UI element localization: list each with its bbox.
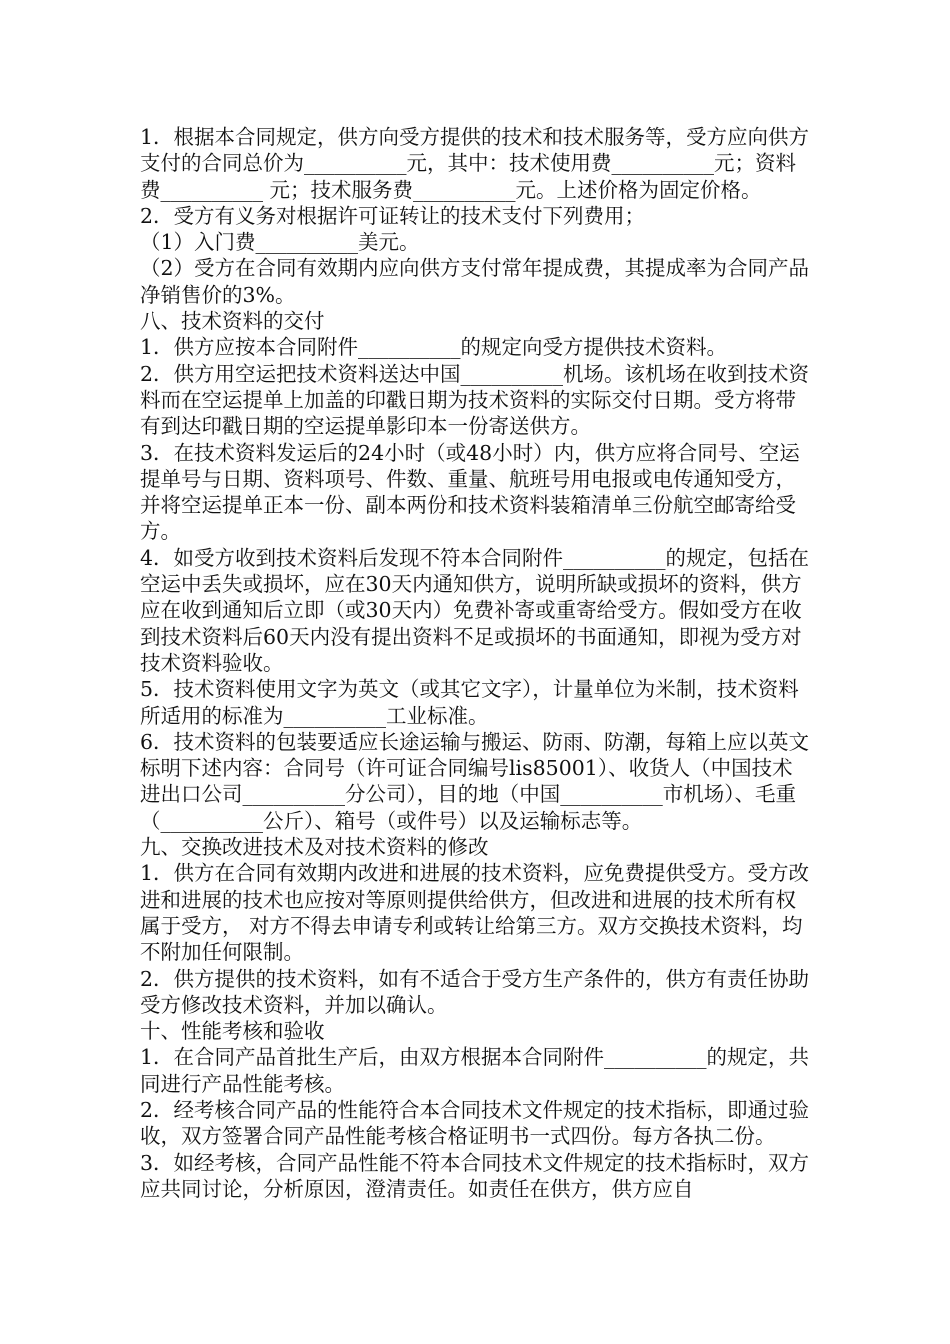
clause-entry-fee: （1）入门费__________美元。 — [140, 230, 420, 255]
clause-test-failure: 3．如经考核，合同产品性能不符本合同技术文件规定的技术指标时，双方应共同讨论，分析原因，澄清责任。如责任在供方，供方应自 — [140, 1150, 810, 1201]
clause-performance-test: 1．在合同产品首批生产后，由双方根据本合同附件__________的规定，共同进行产品性能考核。 — [140, 1045, 810, 1096]
clause-improvement-exchange: 1．供方在合同有效期内改进和进展的技术资料，应免费提供受方。受方改进和进展的技术也应按对等原则提供给供方，但改进和进展的技术所有权属于受方， 对方不得去申请专利或转让给第三方。双方交换技术资料，均不附加任何限制。 — [140, 861, 810, 965]
document-body — [140, 124, 812, 1202]
clause-acceptance-certificate: 2．经考核合同产品的性能符合本合同技术文件规定的技术指标，即通过验收，双方签署合同产品性能考核合格证明书一式四份。每方各执二份。 — [140, 1097, 810, 1149]
section-heading-delivery: 八、技术资料的交付 — [140, 309, 325, 334]
clause-price-total: 1．根据本合同规定，供方向受方提供的技术和技术服务等，受方应向供方支付的合同总价为__________元，其中：技术使用费__________元；资料费__________ 元；技术服务费__________元。上述价格为固定价格。 — [140, 125, 810, 202]
clause-document-modification: 2．供方提供的技术资料，如有不适合于受方生产条件的，供方有责任协助受方修改技术资料，并加以确认。 — [140, 966, 810, 1017]
clause-delivery-annex: 1．供方应按本合同附件__________的规定向受方提供技术资料。 — [140, 335, 728, 360]
section-heading-acceptance: 十、性能考核和验收 — [140, 1019, 325, 1044]
clause-packaging: 6．技术资料的包装要适应长途运输与搬运、防雨、防潮，每箱上应以英文标明下述内容：合同号（许可证合同编号lis85001）、收货人（中国技术进出口公司__________分公司），目的地（中国__________市机场）、毛重（__________公斤）、箱号（或件号）以及运输标志等。 — [140, 729, 810, 833]
clause-fee-obligation: 2．受方有义务对根据许可证转让的技术支付下列费用； — [140, 203, 646, 228]
section-heading-improvements: 九、交换改进技术及对技术资料的修改 — [140, 835, 489, 860]
clause-language-units: 5．技术资料使用文字为英文（或其它文字），计量单位为米制，技术资料所适用的标准为__________工业标准。 — [140, 677, 799, 728]
clause-royalty: （2）受方在合同有效期内应向供方支付常年提成费，其提成率为合同产品净销售价的3%。 — [140, 256, 810, 307]
clause-shipment-notice: 3．在技术资料发运后的24小时（或48小时）内，供方应将合同号、空运提单号与日期、资料项号、件数、重量、航班号用电报或电传通知受方，并将空运提单正本一份、副本两份和技术资料装箱清单三份航空邮寄给受方。 — [140, 440, 800, 544]
clause-missing-documents: 4．如受方收到技术资料后发现不符本合同附件__________的规定，包括在空运中丢失或损坏，应在30天内通知供方，说明所缺或损坏的资料，供方应在收到通知后立即（或30天内）免费补寄或重寄给受方。假如受方在收到技术资料后60天内没有提出资料不足或损坏的书面通知，即视为受方对技术资料验收。 — [140, 545, 810, 675]
clause-air-transport: 2．供方用空运把技术资料送达中国__________机场。该机场在收到技术资料而在空运提单上加盖的印戳日期为技术资料的实际交付日期。受方将带有到达印戳日期的空运提单影印本一份寄送供方。 — [140, 361, 810, 439]
